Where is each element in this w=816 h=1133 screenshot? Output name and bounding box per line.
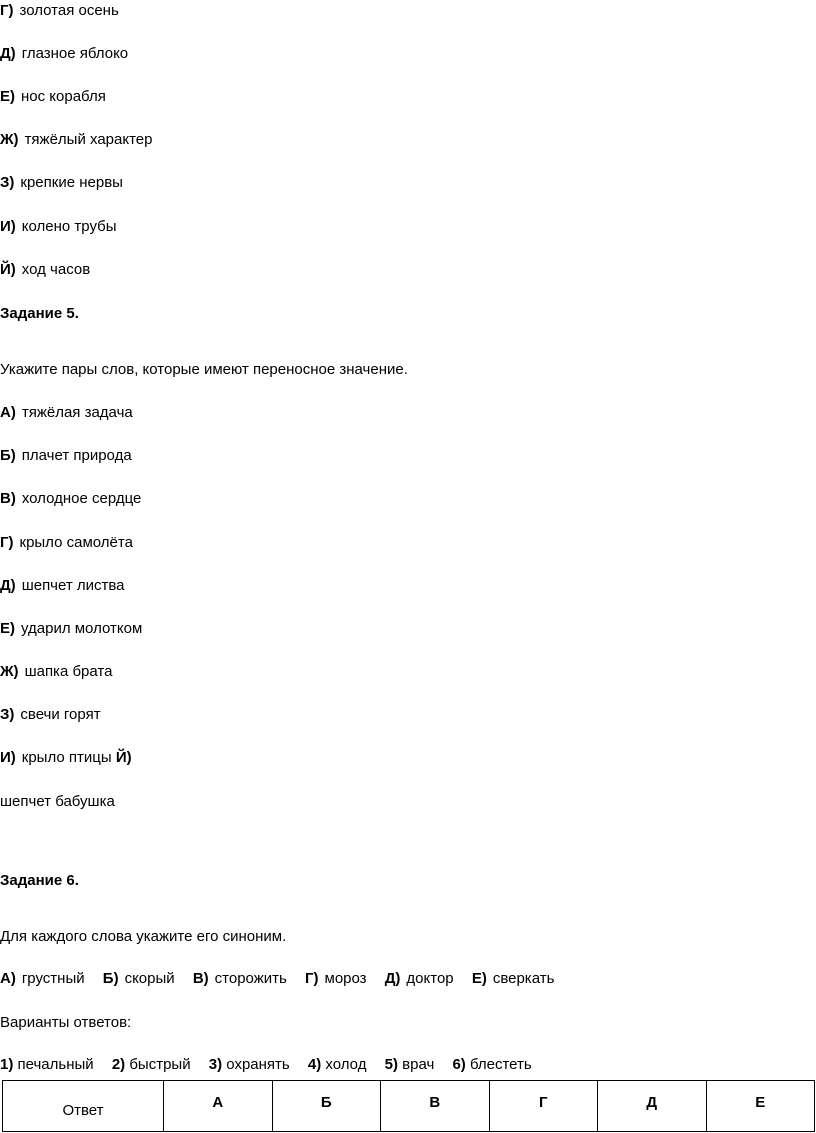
word-letter: Д) — [384, 970, 401, 987]
item-text: ход часов — [21, 261, 91, 278]
list-item — [0, 261, 90, 279]
variants-label: Варианты ответов: — [0, 1014, 132, 1031]
list-item — [0, 218, 117, 236]
variant-number: 1) — [0, 1056, 14, 1073]
variant-number: 3) — [208, 1056, 223, 1073]
item-text: свечи горят — [20, 706, 101, 723]
item-text: крыло птицы — [21, 749, 112, 766]
list-item — [0, 88, 106, 106]
item-letter: Е) — [0, 88, 15, 105]
item-text: холодное сердце — [21, 490, 142, 507]
variant-number: 2) — [111, 1056, 126, 1073]
variant-number: 4) — [307, 1056, 322, 1073]
item-letter: И) — [0, 749, 16, 766]
variant-number: 6) — [452, 1056, 466, 1073]
word-text: сторожить — [214, 970, 287, 987]
list-item — [0, 534, 133, 552]
answer-cell-a[interactable]: А — [164, 1081, 273, 1132]
item-letter: Е) — [0, 620, 15, 637]
word-letter: Г) — [305, 970, 319, 987]
answer-table — [2, 1080, 815, 1132]
item-letter: Д) — [0, 577, 16, 594]
word-letter: А) — [0, 970, 16, 987]
variant-text: быстрый — [129, 1056, 191, 1073]
item-letter: А) — [0, 404, 16, 421]
answer-cell-g[interactable]: Г — [489, 1081, 598, 1132]
list-item — [0, 404, 133, 422]
table-row — [3, 1081, 815, 1132]
list-item — [0, 706, 101, 724]
item-letter: Ж) — [0, 663, 19, 680]
list-item — [0, 447, 132, 465]
item-text: золотая осень — [19, 2, 119, 19]
item-letter: З) — [0, 706, 15, 723]
item-text: колено трубы — [21, 218, 117, 235]
item-letter: И) — [0, 218, 16, 235]
task5-instruction: Укажите пары слов, которые имеют переносное значение. — [0, 361, 408, 378]
item-text: шапка брата — [24, 663, 113, 680]
list-item — [0, 663, 112, 681]
task6-variants — [0, 1056, 532, 1074]
item-text: нос корабля — [21, 88, 106, 105]
word-letter: Б) — [102, 970, 119, 987]
item-text: тяжёлый характер — [24, 131, 153, 148]
word-text: сверкать — [492, 970, 555, 987]
item-letter: Г) — [0, 2, 14, 19]
word-letter: Е) — [471, 970, 487, 987]
word-text: доктор — [406, 970, 454, 987]
task6-title: Задание 6. — [0, 872, 79, 889]
task6-words — [0, 970, 554, 988]
word-text: грустный — [21, 970, 85, 987]
item-letter: Д) — [0, 45, 16, 62]
list-item — [0, 45, 128, 63]
variant-text: врач — [402, 1056, 435, 1073]
list-item — [0, 620, 142, 638]
item-letter: Й) — [0, 261, 16, 278]
item-text: глазное яблоко — [21, 45, 129, 62]
list-item — [0, 749, 132, 767]
item-letter: В) — [0, 490, 16, 507]
answer-cell-d[interactable]: Д — [598, 1081, 707, 1132]
item-letter-trailing: Й) — [115, 749, 132, 766]
variant-text: блестеть — [469, 1056, 532, 1073]
answer-label-cell: Ответ — [3, 1081, 164, 1132]
variant-text: печальный — [17, 1056, 94, 1073]
list-item — [0, 490, 141, 508]
task5-title: Задание 5. — [0, 305, 79, 322]
answer-cell-e[interactable]: Е — [706, 1081, 815, 1132]
item-text: шепчет листва — [21, 577, 125, 594]
item-text: тяжёлая задача — [21, 404, 133, 421]
list-item — [0, 174, 123, 192]
list-item — [0, 131, 153, 149]
list-item — [0, 577, 125, 595]
list-item-wrapped: шепчет бабушка — [0, 793, 115, 810]
variant-number: 5) — [384, 1056, 398, 1073]
variant-text: холод — [325, 1056, 367, 1073]
task6-instruction: Для каждого слова укажите его синоним. — [0, 928, 287, 945]
item-letter: Ж) — [0, 131, 19, 148]
word-text: скорый — [124, 970, 175, 987]
item-letter: Г) — [0, 534, 14, 551]
answer-cell-b[interactable]: Б — [272, 1081, 381, 1132]
list-item — [0, 2, 119, 20]
item-letter: З) — [0, 174, 15, 191]
item-letter: Б) — [0, 447, 16, 464]
word-letter: В) — [192, 970, 209, 987]
item-text: ударил молотком — [21, 620, 143, 637]
variant-text: охранять — [226, 1056, 290, 1073]
answer-cell-v[interactable]: В — [381, 1081, 490, 1132]
item-text: крепкие нервы — [20, 174, 123, 191]
item-text: плачет природа — [21, 447, 132, 464]
word-text: мороз — [324, 970, 367, 987]
item-text: крыло самолёта — [19, 534, 133, 551]
